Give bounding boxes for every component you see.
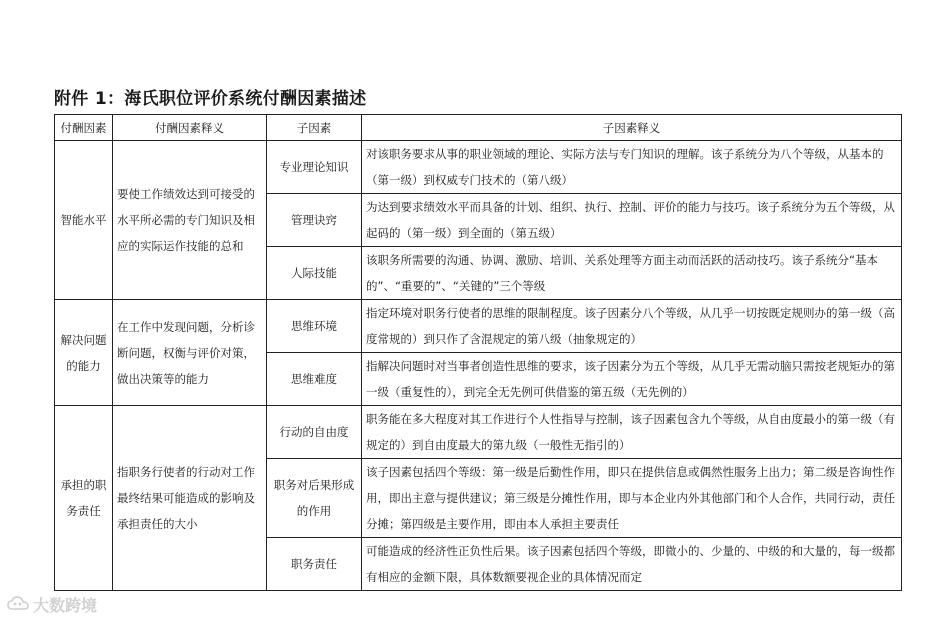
- sub-factor-cell: 管理诀窍: [267, 194, 362, 247]
- column-header: 付酬因素: [55, 115, 113, 141]
- factor-cell: 承担的职务责任: [55, 406, 113, 591]
- sub-factor-description-cell: 为达到要求绩效水平而具备的计划、组织、执行、控制、评价的能力与技巧。该子系统分为五个等级，从起码的（第一级）到全面的（第五级）: [362, 194, 902, 247]
- sub-factor-cell: 思维环境: [267, 300, 362, 353]
- factor-cell: 智能水平: [55, 141, 113, 300]
- sub-factor-description-cell: 指定环境对职务行使者的思维的限制程度。该子因素分八个等级，从几乎一切按既定规则办的第一级（高度常规的）到只作了含混规定的第八级（抽象规定的）: [362, 300, 902, 353]
- sub-factor-description-cell: 职务能在多大程度对其工作进行个人性指导与控制，该子因素包含九个等级，从自由度最小的第一级（有规定的）到自由度最大的第九级（一般性无指引的）: [362, 406, 902, 459]
- factor-cell: 解决问题的能力: [55, 300, 113, 406]
- watermark-text: 大数跨境: [33, 595, 98, 615]
- factor-table: [54, 114, 902, 591]
- sub-factor-cell: 专业理论知识: [267, 141, 362, 194]
- sub-factor-cell: 职务对后果形成的作用: [267, 459, 362, 538]
- sub-factor-description-cell: 可能造成的经济性正负性后果。该子因素包括四个等级，即微小的、少量的、中级的和大量的，每一级都有相应的金额下限，具体数额要视企业的具体情况而定: [362, 538, 902, 591]
- column-header: 付酬因素释义: [113, 115, 267, 141]
- sub-factor-cell: 思维难度: [267, 353, 362, 406]
- factor-definition-cell: 指职务行使者的行动对工作最终结果可能造成的影响及承担责任的大小: [113, 406, 267, 591]
- factor-definition-cell: 在工作中发现问题，分析诊断问题，权衡与评价对策，做出决策等的能力: [113, 300, 267, 406]
- document-title: 附件 1：海氏职位评价系统付酬因素描述: [54, 89, 367, 109]
- sub-factor-cell: 行动的自由度: [267, 406, 362, 459]
- table-row: [55, 406, 902, 459]
- table-header-row: [55, 115, 902, 141]
- column-header: 子因素释义: [362, 115, 902, 141]
- factor-definition-cell: 要使工作绩效达到可接受的水平所必需的专门知识及相应的实际运作技能的总和: [113, 141, 267, 300]
- sub-factor-cell: 人际技能: [267, 247, 362, 300]
- table-row: [55, 300, 902, 353]
- watermark: [7, 592, 97, 616]
- sub-factor-description-cell: 指解决问题时对当事者创造性思维的要求，该子因素分为五个等级，从几乎无需动脑只需按老规矩办的第一级（重复性的），到完全无先例可供借鉴的第五级（无先例的）: [362, 353, 902, 406]
- sub-factor-description-cell: 该职务所需要的沟通、协调、激励、培训、关系处理等方面主动而活跃的活动技巧。该子系统分“基本的”、“重要的”、“关键的”三个等级: [362, 247, 902, 300]
- sub-factor-cell: 职务责任: [267, 538, 362, 591]
- sub-factor-description-cell: 该子因素包括四个等级：第一级是后勤性作用，即只在提供信息或偶然性服务上出力；第二级是咨询性作用，即出主意与提供建议；第三级是分摊性作用，即与本企业内外其他部门和个人合作，共同行动，责任分摊；第四级是主要作用，即由本人承担主要责任: [362, 459, 902, 538]
- cloud-logo-icon: [7, 595, 29, 613]
- table-row: [55, 141, 902, 194]
- sub-factor-description-cell: 对该职务要求从事的职业领域的理论、实际方法与专门知识的理解。该子系统分为八个等级，从基本的（第一级）到权威专门技术的（第八级）: [362, 141, 902, 194]
- column-header: 子因素: [267, 115, 362, 141]
